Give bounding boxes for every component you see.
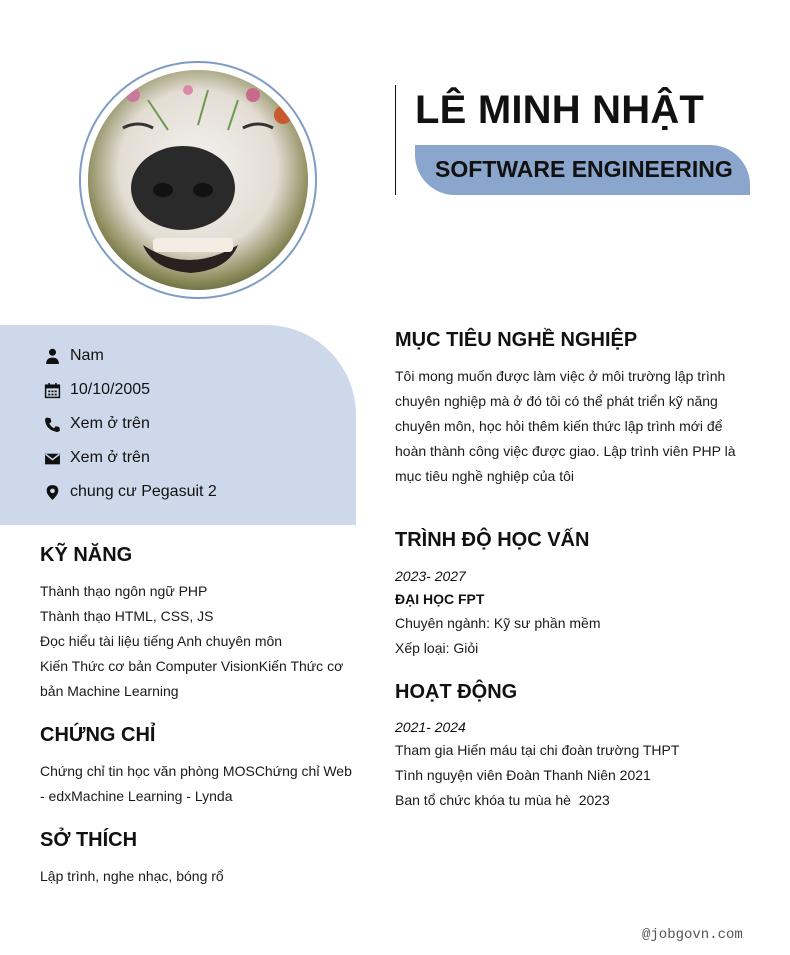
skill-item: Kiến Thức cơ bản Computer VisionKiến Thức cơ bản Machine Learning — [40, 658, 344, 699]
skills-list — [40, 579, 360, 704]
activity-item: Tham gia Hiến máu tại chi đoàn trường THPT — [395, 742, 680, 758]
contact-gender — [42, 344, 104, 368]
section-heading: SỞ THÍCH — [40, 829, 138, 851]
skill-item: Đọc hiểu tài liệu tiếng Anh chuyên môn — [40, 633, 283, 649]
hobbies-text: Lập trình, nghe nhạc, bóng rổ — [40, 868, 224, 884]
skills-section — [40, 543, 360, 704]
watermark: @jobgovn.com — [642, 927, 743, 943]
section-heading: MỤC TIÊU NGHỀ NGHIỆP — [395, 329, 638, 351]
contact-address — [42, 480, 217, 504]
avatar — [88, 70, 308, 290]
certificates-text: Chứng chỉ tin học văn phòng MOSChứng chỉ Web - edxMachine Learning - Lynda — [40, 763, 352, 804]
phone-icon — [42, 414, 62, 434]
contact-birthday — [42, 378, 150, 402]
section-heading: CHỨNG CHỈ — [40, 724, 156, 746]
objective-section — [395, 328, 740, 489]
section-heading: KỸ NĂNG — [40, 544, 133, 566]
activities-period: 2021- 2024 — [395, 719, 466, 735]
contact-email — [42, 446, 150, 470]
location-pin-icon — [42, 482, 62, 502]
avatar-dog-illustration — [88, 70, 308, 290]
contact-value: Nam — [70, 347, 104, 364]
certificates-section — [40, 723, 360, 809]
education-section — [395, 528, 740, 661]
section-heading: HOẠT ĐỘNG — [395, 681, 518, 703]
activities-section — [395, 680, 740, 813]
activity-item: Tình nguyện viên Đoàn Thanh Niên 2021 — [395, 767, 651, 783]
person-icon — [42, 346, 62, 366]
skill-item: Thành thạo ngôn ngữ PHP — [40, 583, 208, 599]
education-rank: Xếp loại: Giỏi — [395, 640, 479, 656]
hobbies-section — [40, 828, 360, 889]
objective-text: Tôi mong muốn được làm việc ở môi trường lập trình chuyên nghiệp mà ở đó tôi có thể phát triển kỹ năng chuyên môn, học hỏi thêm kiến thức lập trình mới để hoàn thành công việc được giao. Lập trình viên PHP là mục tiêu nghề nghiệp của tôi — [395, 368, 736, 484]
candidate-name: LÊ MINH NHẬT — [415, 88, 705, 132]
calendar-icon — [42, 380, 62, 400]
activity-item: Ban tổ chức khóa tu mùa hè 2023 — [395, 792, 610, 808]
contact-value: Xem ở trên — [70, 449, 150, 466]
header-divider — [395, 85, 396, 195]
section-heading: TRÌNH ĐỘ HỌC VẤN — [395, 529, 590, 551]
school-name: ĐẠI HỌC FPT — [395, 591, 485, 607]
skill-item: Thành thạo HTML, CSS, JS — [40, 608, 214, 624]
education-major: Chuyên ngành: Kỹ sư phần mềm — [395, 615, 601, 631]
contact-value: 10/10/2005 — [70, 381, 151, 398]
contact-value: Xem ở trên — [70, 415, 150, 432]
contact-phone — [42, 412, 150, 436]
job-title: SOFTWARE ENGINEERING — [435, 156, 733, 182]
education-period: 2023- 2027 — [395, 568, 466, 584]
mail-icon — [42, 448, 62, 468]
contact-value: chung cư Pegasuit 2 — [70, 483, 217, 500]
